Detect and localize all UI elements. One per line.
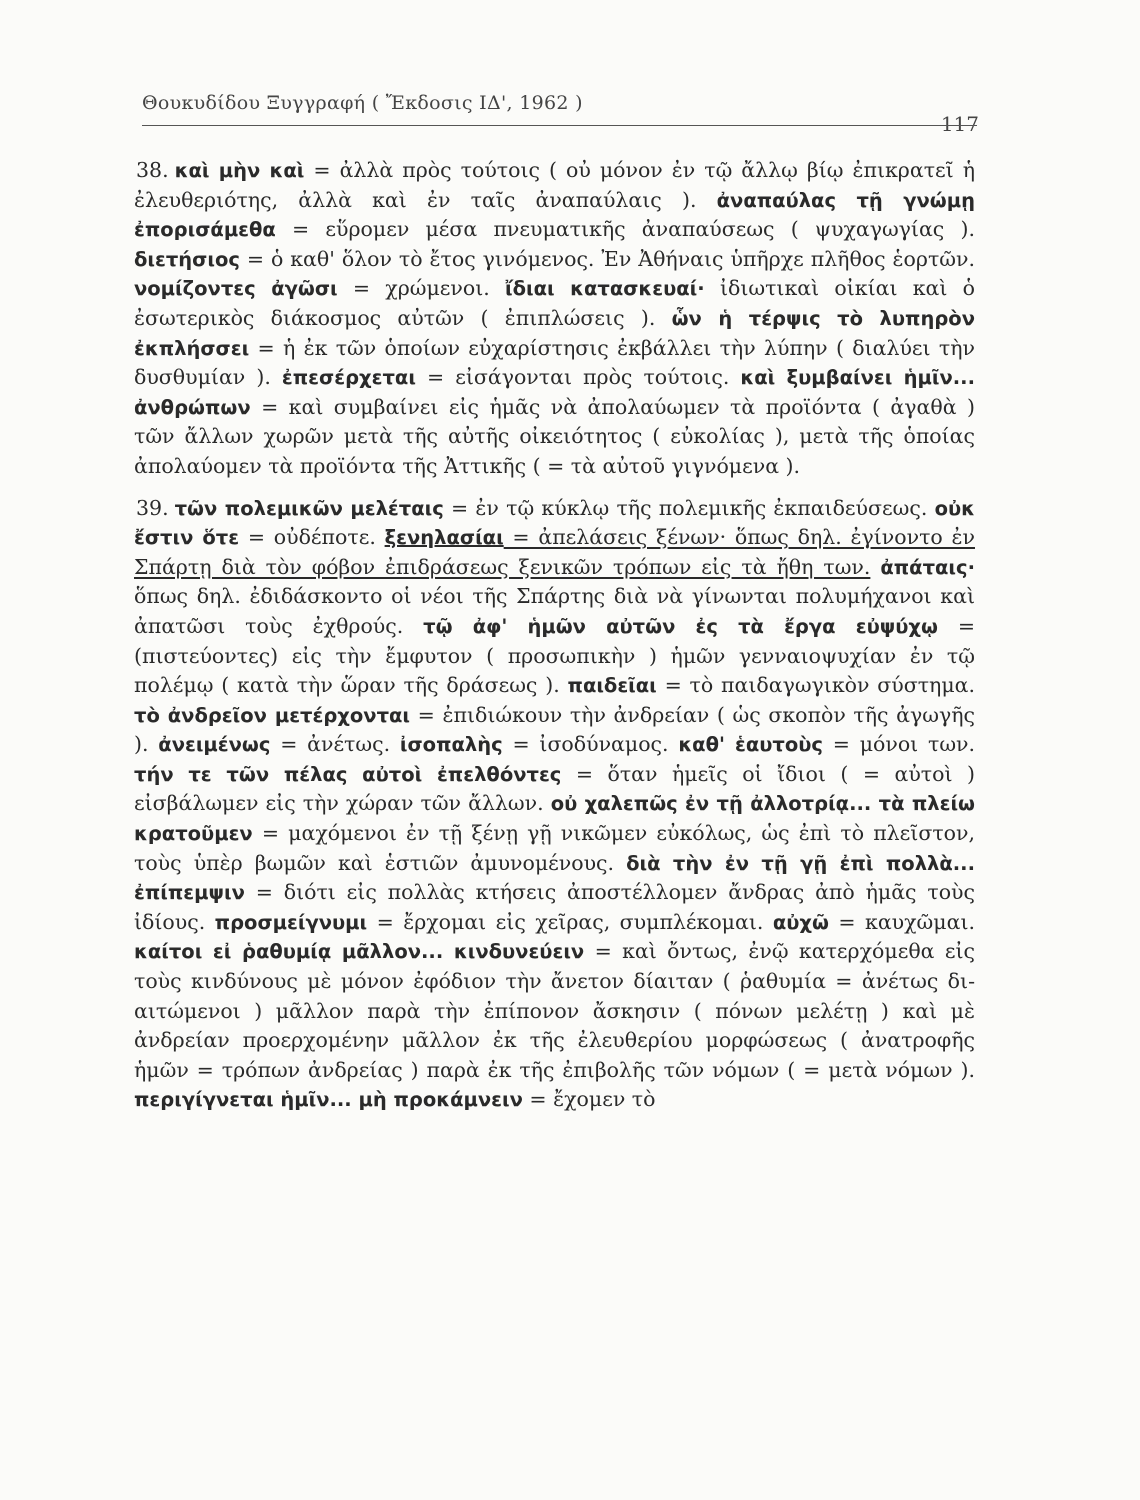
commentary-body <box>134 156 975 1115</box>
lemma-term: τῶν πολεμικῶν μελέταις <box>174 496 444 520</box>
page-number: 117 <box>940 112 979 136</box>
section-number: 39. <box>136 495 169 520</box>
gloss-text: = μόνοι των. <box>822 732 976 757</box>
gloss-text: ἰδιωτικαὶ οἰκίαι καὶ ὁ ἐσωτερικὸς διάκοσμος αὐτῶν ( ἐπιπλώσεις ). <box>134 276 976 330</box>
lemma-term: περιγίγνεται ἡμῖν... μὴ προκάμνειν <box>134 1088 523 1112</box>
lemma-term: ἴδιαι κατασκευαί· <box>505 277 705 301</box>
lemma-term: ξενηλασίαι <box>384 526 504 550</box>
lemma-term: οὐκ ἔστιν ὅτε <box>134 496 976 550</box>
gloss-text: = καὶ συμβαίνει εἰς ἡμᾶς νὰ ἀπολαύωμεν τὰ προϊόντα ( ἀγαθὰ ) τῶν ἄλλων χωρῶν μετὰ τῆς αὐτῆς οἰκειότητος ( εὐκολίας ), μετὰ τῆς ὁποίας ἀπολαύομεν τὰ προϊόντα τῆς Ἀττικῆς ( = τὰ αὐτοῦ γιγνόμενα ). <box>134 394 975 478</box>
lemma-term: ἀπάταις· <box>880 555 975 579</box>
lemma-term: ἀναπαύλας τῇ γνώμῃ ἐπορισάμεθα <box>134 188 975 242</box>
running-head: Θουκυδίδου Ξυγγραφή ( Ἔκδοσις ΙΔ', 1962 ) <box>142 92 583 114</box>
lemma-term: τῷ ἀφ' ἡμῶν αὐτῶν ἐς τὰ ἔργα εὐψύχῳ <box>423 614 938 638</box>
gloss-text: = ἐν τῷ κύκλῳ τῆς πολεμικῆς ἐκπαιδεύσεως. <box>443 495 935 520</box>
lemma-term: ἰσοπαλὴς <box>399 733 503 757</box>
commentary-paragraph <box>134 156 975 482</box>
gloss-text: = ἰσοδύναμος. <box>502 732 679 757</box>
lemma-term: καθ' ἑαυτοὺς <box>678 733 823 757</box>
gloss-text: = εἰσάγονται πρὸς τούτοις. <box>415 365 741 390</box>
gloss-text: = (πιστεύοντες) εἰς τὴν ἔμφυτον ( προσωπικὴν ) ἡμῶν γενναιοψυχίαν ἐν τῷ πολέμῳ ( κατὰ τὴν ὥραν τῆς δράσεως ). <box>134 613 976 698</box>
gloss-text: = διότι εἰς πολλὰς κτήσεις ἀποστέλλομεν ἄνδρας ἀπὸ ἡμᾶς τοὺς ἰδίους. <box>134 880 975 934</box>
gloss-text: = μαχόμενοι ἐν τῇ ξένῃ γῇ νικῶμεν εὐκόλως, ὡς ἐπὶ τὸ πλεῖστον, τοὺς ὑπὲρ βωμῶν καὶ ἑστιῶν ἀμυνομένους. <box>134 821 975 875</box>
gloss-text: = ὅταν ἡμεῖς οἱ ἴδιοι ( = αὐτοὶ ) εἰσβάλωμεν εἰς τὴν χώραν τῶν ἄλλων. <box>134 761 976 816</box>
gloss-text <box>870 555 880 579</box>
section-number: 38. <box>136 158 169 182</box>
gloss-text: = ἀνέτως. <box>270 732 400 757</box>
lemma-term: ἀνειμένως <box>158 733 271 757</box>
gloss-text: = καυχῶμαι. <box>828 909 975 934</box>
gloss-text: = οὐδέποτε. <box>239 525 385 550</box>
lemma-term: διετήσιος <box>134 247 240 271</box>
lemma-term: τήν τε τῶν πέλας αὐτοὶ ἐπελθόντες <box>134 762 562 786</box>
gloss-text: ὅπως δηλ. ἐδιδάσκοντο οἱ νέοι τῆς Σπάρτης διὰ νὰ γίνωνται πολυμήχανοι καὶ ἀπατῶσι τοὺς ἐχθρούς. <box>134 584 975 638</box>
lemma-term: τὸ ἀνδρεῖον μετέρχονται <box>134 703 411 727</box>
gloss-text: = ἡ ἐκ τῶν ὁποίων εὐχαρίστησις ἐκβάλλει τὴν λύπην ( διαλύει τὴν δυσθυμίαν ). <box>134 335 975 390</box>
lemma-term: καίτοι εἰ ῥαθυμίᾳ μᾶλλον... κινδυνεύειν <box>134 940 585 964</box>
gloss-text: = ἔχομεν τὸ <box>522 1087 656 1112</box>
gloss-text: = τὸ παιδαγωγικὸν σύστημα. <box>656 673 975 698</box>
gloss-text: = καὶ ὄντως, ἐνῷ κατερχόμεθα εἰς τοὺς κινδύνους μὲ μόνον ἐφόδιον τὴν ἄνετον δίαιταν ( ῥαθυμία = ἀνέτως διαιτώμενοι ) μᾶλλον παρὰ τὴν ἐπίπονον ἄσκησιν ( πόνων μελέτῃ ) καὶ μὲ ἀνδρείαν προερχομένην μᾶλλον ἐκ τῆς ἐλευθερίου μορφώσεως ( ἀνατροφῆς ἡμῶν = τρόπων ἀνδρείας ) παρὰ ἐκ τῆς ἐπιβολῆς τῶν νόμων ( = μετὰ νόμων ). <box>134 939 975 1082</box>
lemma-term: προσμείγνυμι <box>214 910 368 934</box>
gloss-text: = χρώμενοι. <box>337 276 506 301</box>
book-page <box>130 82 985 1472</box>
lemma-term: οὐ χαλεπῶς ἐν τῇ ἀλλοτρίᾳ... τὰ πλείω κρατοῦμεν <box>134 792 976 846</box>
gloss-text: = ἐπιδιώκουν τὴν ἀνδρείαν ( ὡς σκοπὸν τῆς ἀγωγῆς ). <box>134 702 976 757</box>
gloss-text: = ἀλλὰ πρὸς τούτοις ( οὐ μόνον ἐν τῷ ἄλλῳ βίῳ ἐπικρατεῖ ἡ ἐλευθεριότης, ἀλλὰ καὶ ἐν ταῖς ἀναπαύλαις ). <box>134 158 975 212</box>
header-rule <box>142 125 977 126</box>
commentary-paragraph <box>134 494 975 1115</box>
lemma-term: παιδεῖαι <box>567 674 657 698</box>
lemma-term: καὶ ξυμβαίνει ἡμῖν... ἀνθρώπων <box>134 366 975 419</box>
lemma-term: νομίζοντες ἀγῶσι <box>134 277 338 301</box>
lemma-term: διὰ τὴν ἐν τῇ γῇ ἐπὶ πολλὰ... ἐπίπεμψιν <box>134 851 975 905</box>
gloss-text: = ἀπελάσεις ξένων· ὅπως δηλ. ἐγίνοντο ἐν Σπάρτῃ διὰ τὸν φόβον ἐπιδράσεως ξενικῶν τρόπων εἰς τὰ ἤθη των. <box>134 525 975 579</box>
gloss-text: = εὕρομεν μέσα πνευματικῆς ἀναπαύσεως ( ψυχαγωγίας ). <box>275 217 975 242</box>
lemma-term: αὐχῶ <box>772 910 829 934</box>
lemma-term: καὶ μὴν καὶ <box>174 159 305 182</box>
lemma-term: ἐπεσέρχεται <box>281 366 416 390</box>
lemma-term: ὧν ἡ τέρψις τὸ λυπηρὸν ἐκπλήσσει <box>134 306 975 360</box>
gloss-text: = ὁ καθ' ὅλον τὸ ἔτος γινόμενος. Ἐν Ἀθήναις ὑπῆρχε πλῆθος ἑορτῶν. <box>239 246 975 271</box>
gloss-text: = ἔρχομαι εἰς χεῖρας, συμπλέκομαι. <box>367 909 773 934</box>
